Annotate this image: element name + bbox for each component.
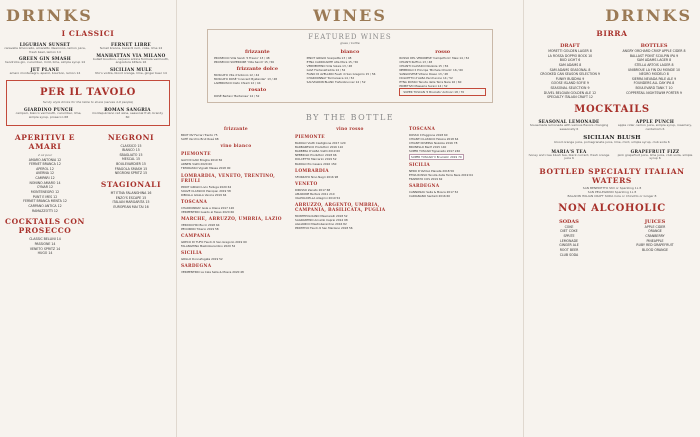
prosecco-title: COCKTAILS CON PROSECCO [5, 217, 85, 236]
wine-item: RIPASSO Zenato 2017 68 [295, 187, 331, 192]
mocktail-item [614, 119, 696, 131]
wine-item: SAGRANTINO Arnaldo Caprai 2014 98 [295, 217, 348, 222]
wine-item: VERDICCHIO Bucci 2018 64 [181, 222, 220, 227]
wine-item: ROSSO DEL VERONESE 'Campofiorin' Masi 14 / 52 [399, 56, 470, 60]
list-item: DIET COKE [560, 229, 578, 234]
bottle-grid [177, 124, 523, 274]
list-item: SIERRA NEVADA PALE ALE 9 [631, 76, 677, 81]
wine-item: CARIGNANO Santadi 2016 60 [409, 193, 451, 198]
list-item: FUNKY BUDDHA 9 [555, 76, 585, 81]
classici-title: I CLASSICI [61, 29, 115, 38]
mocktail-item [528, 119, 610, 131]
wine-item: CHIANTI Ruffino 13 / 48 [399, 60, 433, 65]
share-name: ROMAN SANGRIA [104, 107, 151, 113]
mocktail-item [528, 149, 610, 161]
mocktail-desc: blood orange juice, pomegranate juice, lime, mint, simple syrup, club soda 6 [554, 140, 670, 145]
mocktail-desc: apple cider, lemon juice, simple syrup, rosemary, cardamom 6 [617, 123, 693, 131]
list-item: COKE [564, 224, 574, 229]
list-item: CLASSICO 15 [120, 143, 142, 148]
cocktail-item [90, 53, 172, 65]
tavolo-grid [7, 105, 169, 121]
wine-item: BAROLO Pio Cesare 2016 150 [295, 161, 337, 166]
list-item: SAN BENEDETTO Still or Sparkling 1L 8 [582, 186, 642, 191]
featured-dolce-title: frizzante dolce [236, 66, 279, 73]
region-title: SICILIA [181, 250, 203, 256]
list-item: SAM ADAMS LAGER 8 [636, 58, 672, 63]
list-item: FERNET BRANCA 12 [29, 162, 61, 167]
list-item: CRANBERRY [645, 233, 665, 238]
featured-col-1 [214, 47, 301, 98]
list-item: CLASSIC BELLINI 14 [29, 237, 61, 242]
birra-title: BIRRA [596, 29, 628, 38]
cocktail-name: SICILIAN MULE [109, 66, 153, 72]
juices-column [614, 216, 696, 257]
wine-item: ROSSO Il Poggione 2018 60 [409, 133, 448, 138]
list-item: NONINO AMARO 14 [29, 180, 61, 185]
wine-item: SUPER TUSCAN Tignanello 2017 240 [409, 149, 461, 154]
list-item: STELLA ARTOIS LAGER 8 [634, 62, 674, 67]
featured-grid [214, 47, 486, 98]
featured-col-2 [307, 47, 394, 98]
list-item: VENETO SPRITZ 14 [29, 246, 61, 251]
wine-item: MONTEPULCIANO Masciarelli 2018 52 [295, 213, 348, 218]
drinks-right-column [524, 0, 700, 437]
negroni-list [90, 144, 172, 176]
list-item: CROOKED CAN SEASON SELECTION 9 [540, 72, 600, 77]
drinks-right-title: DRINKS [605, 6, 692, 25]
wine-item: SANGIOVESE Vitiano Rosso 13 / 48 [399, 72, 448, 77]
cocktail-name: FERNET LIBRE [111, 42, 151, 47]
wine-item: ROSÉ Bertani 'Bertarose' 14 / 52 [214, 94, 260, 99]
mocktails-grid-2 [524, 147, 700, 163]
wine-item: CHIANTI CLASSICO Felsina 2018 64 [409, 137, 459, 142]
wine-item: BRUNELLO Banfi 2015 140 [409, 145, 447, 150]
juices-title: JUICES [644, 218, 666, 225]
list-item: APPLE CIDER [644, 224, 666, 229]
region-title: VENETO [295, 181, 318, 187]
list-item: NEGRO MODELO 8 [639, 72, 669, 77]
featured-note: glass / bottle [340, 41, 360, 45]
list-item: APEROL 12 [36, 166, 54, 171]
wine-item: RIBOLLA GIALLA Venica 2019 64 [181, 192, 227, 197]
list-item: COPPERTAIL NIGHTSWIM PORTER 9 [626, 90, 682, 95]
list-item: GOOSE ISLAND SOFIE 9 [551, 81, 589, 86]
cocktail-desc: bulleit bourbon, carpano antica formula vermouth, angostura bitters 16 [92, 56, 170, 65]
waters-title: BOTTLED SPECIALTY ITALIAN WATERS [539, 167, 685, 186]
mocktail-desc: housemade lemonade with various flavors changing seasonally 6 [529, 123, 609, 131]
classici-grid [0, 40, 176, 77]
classici-right [90, 40, 172, 77]
share-name: GIARDINO PUNCH [24, 107, 73, 113]
bottles-title: BOTTLES [640, 43, 668, 49]
share-item [11, 107, 86, 119]
wine-item: VERMENTINO La Cala Sella & Mosca 2020 48 [181, 269, 244, 274]
wine-item: AMARONE Bertani 2011 210 [295, 191, 335, 196]
wine-item: CHARDONNAY Tormaresca 14 / 52 [306, 76, 355, 81]
list-item: AVERNA 12 [35, 171, 55, 176]
featured-rosso-title: rosso [435, 49, 451, 55]
vino-rosso-title: vino rosso [336, 127, 364, 133]
wine-item: GRECO DI TUFO Feudi di San Gregorio 2019 60 [181, 239, 247, 244]
region-title: LOMBARDIA [295, 168, 329, 174]
tavolo-title: PER IL TAVOLO [40, 87, 136, 99]
bottle-col-2 [295, 124, 405, 274]
wine-item: SFORZATO Nino Negri 2016 98 [295, 174, 339, 179]
wine-item: VERMENTINO Villa Solais 13 / 48 [306, 64, 353, 69]
region-title: SARDEGNA [181, 263, 212, 269]
waters-list [524, 187, 700, 199]
cocktail-desc: hendricks gin, cucumber, mint, lime, simple syrup 14 [4, 60, 86, 65]
list-item: GINGER ALE [559, 243, 579, 248]
featured-note-box: SUPER TUSCAN 'Il Bruciato' Antinori 18 / 70 [399, 88, 486, 96]
mocktail-item [524, 135, 700, 145]
juices-list [614, 225, 696, 253]
list-item: BOULEVARDIER 15 [116, 162, 146, 167]
stagionali-list [90, 191, 172, 210]
aperitivi-title: APERITIVI E AMARI [14, 132, 76, 151]
wine-item: ETNA ROSSO Tenuta delle Terre Nere 2019 64 [409, 172, 473, 177]
nonalc-grid [524, 216, 700, 257]
featured-wines-box [207, 29, 493, 103]
list-item: EUROPEAN MAI TAI 16 [113, 204, 149, 209]
share-desc: campari, bianco vermouth, cucumber, lime, simple syrup, prosecco 68 [15, 111, 82, 119]
aperitivi-section [4, 129, 86, 256]
cocktail-item [90, 42, 172, 51]
nonalc-title: NON ALCOHOLIC [558, 202, 666, 214]
cocktail-name: GREEN GIN SMASH [19, 56, 71, 62]
list-item: SBAGLIATO 15 [119, 152, 143, 157]
list-item: ENZO'S ESCAPE 15 [115, 195, 147, 200]
list-item: CARPANO ANTICA 12 [28, 203, 62, 208]
by-the-bottle-title: BY THE BOTTLE [305, 113, 395, 123]
region-title: ABRUZZO, ARGENTO, UMBRIA, CAMPANIA, BASILICATA, PUGLIA [295, 202, 386, 213]
cocktail-desc: tito's vodka, blood orange, lime, ginger beer 14 [95, 70, 167, 75]
wine-item: MOSCATO Vite d'Antonio 12 / 44 [214, 73, 260, 78]
region-title: SICILIA [409, 162, 431, 168]
wine-item: PINOT GRIGIO Livio Felluga 2020 62 [181, 184, 232, 189]
list-item: ORANGE [648, 229, 662, 234]
region-title: MARCHE, ABRUZZO, UMBRIA, LAZIO [181, 216, 282, 222]
wine-item: GAVI DI GAVI Broglia 2019 56 [181, 158, 223, 163]
beer-grid [524, 40, 700, 100]
list-item: PUNT E MES 12 [32, 194, 58, 199]
cocktail-item [4, 56, 86, 65]
wine-item: PRIMITIVO Feudi di San Marzano 2018 56 [295, 225, 353, 230]
wine-item: CHIANTI RISERVA Nozzole 2016 78 [409, 141, 458, 146]
region-title: TOSCANA [181, 199, 208, 205]
negroni-section [90, 129, 172, 256]
wine-item: GRILLO Donnafugata 2019 52 [181, 256, 223, 261]
sodas-title: SODAS [559, 218, 579, 225]
cocktail-desc: caravella limoncello, amaretto disaronno, lemon juice, fresh basil, lemon 14 [4, 46, 86, 54]
wine-item: CHARDONNAY Isole e Olena 2017 120 [181, 205, 235, 210]
wine-item: NEBBIOLO Il Principe 'Michele Chiarlo' 16 / 60 [399, 68, 463, 73]
bottles-column [614, 40, 694, 100]
wine-item: PINOT GRIGIO Scarpetta 13 / 48 [306, 56, 352, 60]
list-item: SAM ADAMS 8 [558, 62, 582, 67]
wines-title: WINES [313, 6, 387, 25]
draft-list [530, 49, 610, 100]
sodas-column [528, 216, 610, 257]
wine-item: GAVI Fontanafredda 14 / 52 [306, 68, 346, 73]
highlighted-wine: SUPER TUSCAN 'Il Bruciato' 2019 70 [411, 154, 462, 159]
stagionali-title: STAGIONALI [100, 180, 162, 190]
list-item: UNIBROUE LA FIN DU MONDE 10 [627, 67, 681, 72]
list-item: SPRITE [563, 233, 575, 238]
list-item: PASSIONE 14 [34, 241, 56, 246]
mocktail-name: MARIA'S TEA [551, 148, 587, 154]
mocktail-desc: pink grapefruit juice, lime juice, club soda, simple syrup 6 [617, 152, 693, 161]
list-item: CYNAR 12 [37, 185, 53, 190]
list-item: BLOOD ORANGE [642, 247, 668, 252]
list-item: DUVEL BELGIAN GOLDEN ALE 12 [543, 90, 597, 95]
list-item: FOUNDERS ALL DAY IPA 8 [633, 81, 675, 86]
wine-item: BARBERA D'ALBA Vietti 2019 60 [295, 149, 340, 154]
list-item: PINEAPPLE [646, 238, 664, 243]
wine-item: SOAVE CLASSICO Pieropan 2019 58 [181, 188, 231, 193]
region-title: LOMBARDIA, VENETO, TRENTINO, FRIULI [181, 173, 276, 184]
list-item: BIANCO 15 [122, 148, 140, 153]
list-item: BUD LIGHT 6 [559, 58, 581, 63]
region-title: TOSCANA [409, 127, 436, 133]
drinks-left-column [0, 0, 177, 437]
draft-column [530, 40, 610, 100]
cocktail-name: MANHATTAN VIA MILANO [96, 52, 166, 58]
wine-item: CHIANTI CLASSICO Nozzole 15 / 56 [399, 64, 449, 69]
list-item: LA ROSSA DOPPIO BOCK 10 [547, 53, 593, 58]
list-item: FERNET BRANCA MENTA 12 [23, 199, 67, 204]
list-item: MORETTI GOLDEN LAGER 8 [548, 49, 592, 53]
region-title: PIEMONTE [181, 152, 211, 158]
wine-item: FIANO DI AVELLINO Feudi di San Gregorio 15 / 56 [306, 72, 376, 77]
list-item: CAMPARI 12 [35, 176, 55, 181]
wine-item: ETNA ROSSO Tenuta delle Terre Nere 16 / 60 [399, 80, 462, 85]
cocktail-item [4, 42, 86, 54]
draft-title: DRAFT [560, 43, 580, 49]
list-item: FRAGOLA SMASH 15 [114, 166, 148, 171]
mocktail-name: APPLE PUNCH [635, 119, 675, 125]
list-item: ITALIAN MARGARITA 15 [112, 200, 150, 205]
mocktails-title: MOCKTAILS [574, 104, 650, 116]
wines-column [177, 0, 524, 437]
share-item [90, 107, 165, 119]
mocktail-name: SEASONAL LEMONADE [538, 119, 600, 125]
wine-item: FRAPPATO COS 2019 62 [409, 176, 443, 181]
wine-item: BAROLO Vietti Castiglione 2017 120 [295, 141, 346, 146]
list-item: CLUB SODA [559, 252, 579, 257]
cocktail-item [90, 67, 172, 76]
list-item: BALADIN ITALIAN CRAFT SODA Cola or Chinotto or Ginger 8 [567, 193, 657, 198]
cocktail-name: JET PLANE [30, 66, 60, 72]
bottles-list [614, 49, 694, 95]
mocktail-name: SICILIAN BLUSH [583, 135, 641, 142]
mocktail-item [614, 149, 696, 161]
wine-item: PROSECCO Villa Sandi 'Il Fresco' 13 / 48 [214, 56, 270, 60]
list-item: NEGRONI SPRITZ 15 [114, 171, 148, 176]
tavolo-box [6, 80, 170, 125]
wine-item: CANNONAU Sella & Mosca 2017 52 [409, 189, 459, 194]
aperitivi-negroni [0, 129, 176, 256]
list-item: RAMAZZOTTI 12 [32, 208, 58, 213]
wine-item: NERO D'AVOLA Planeta 2018 56 [409, 168, 454, 173]
wine-item: AGLIANICO Mastroberardino 2016 82 [295, 221, 347, 226]
aperitivi-list [4, 158, 86, 214]
negroni-title: NEGRONI [107, 132, 155, 142]
list-item: SAM ADAMS SEASONAL 8 [549, 67, 591, 72]
region-title: PIEMONTE [295, 135, 325, 141]
region-title: SARDEGNA [409, 183, 440, 189]
sodas-list [528, 225, 610, 257]
wine-item: PROSECCO SUPERIORE 'Villa Sandi' 15 / 56 [214, 60, 275, 65]
list-item: LEMONADE [559, 238, 579, 243]
mocktails-grid-1 [524, 117, 700, 133]
wine-item: PECORINO Tiberio 2019 58 [181, 226, 219, 231]
share-desc: montepulciano red wine, seasonal fruit, brandy 60 [92, 111, 163, 119]
list-item: ANGRY ORCHARD CRISP APPLE CIDER 8 [622, 49, 686, 53]
list-item: BALLAST POINT SCULPIN IPA 9 [629, 53, 679, 58]
wine-item: DOLCETTO Marcarini 2019 52 [295, 157, 337, 162]
list-item: SEASONAL SELECTION 9 [550, 86, 590, 91]
wine-item: LAMBRUSCO Cleto Chiarli 12 / 44 [214, 81, 261, 86]
wine-item: BRUT NV Ferrari Trento 75 [181, 133, 218, 138]
classici-left [4, 40, 86, 77]
featured-frizzante-title: frizzante [244, 49, 270, 55]
wine-item: SATÈ Vecchio Brut Rosé 68 [181, 137, 219, 142]
featured-col-3 [399, 47, 486, 98]
list-item: MONTENEGRO 12 [30, 190, 60, 195]
cocktail-name: LIGURIAN SUNSET [19, 42, 71, 47]
list-item: AMARO ANTONIA 12 [28, 157, 62, 162]
bottle-col-3 [409, 124, 519, 274]
wine-item: MOSCATO ROSÉ 'Innocent Bystander' 13 / 48 [214, 77, 278, 82]
wine-item: DOLCETTO d'ALBA Pecchenino 14 / 52 [399, 76, 453, 81]
aperitivi-note: 2 oz pour [37, 152, 53, 157]
bottle-frizzante-title: frizzante [224, 127, 248, 133]
wine-item: VERMENTINO Guado al Tasso 2020 66 [181, 209, 235, 214]
list-item: RUBY RED GRAPEFRUIT [636, 243, 674, 248]
cocktail-desc: amaro montenegro, aperol, bourbon, lemon 14 [9, 70, 81, 75]
region-title: CAMPANIA [181, 233, 211, 239]
cocktail-item [4, 67, 86, 76]
wine-item: SAUVIGNON BLANC Tiefenbrunner 14 / 52 [306, 80, 366, 85]
wine-item: ETNA CARRICANTE Alta Mora 15 / 56 [306, 60, 359, 65]
list-item: SPECIALTY ITALIAN CRAFT 12 [547, 95, 593, 100]
list-item: MT ETNA FALANGHINA 16 [110, 191, 152, 196]
featured-bianco-title: bianco [340, 49, 360, 55]
mocktail-desc: honey and rose blush tea, black currant, fresh orange juice 6 [528, 152, 610, 161]
drinks-left-title: DRINKS [6, 6, 93, 25]
prosecco-list [4, 237, 86, 256]
list-item: ROOT BEER [559, 247, 579, 252]
wine-item: VALPOLICELLA Allegrini 2019 54 [295, 195, 341, 200]
list-item: BOULEVARD TANK 7 10 [635, 86, 673, 91]
bottle-col-1 [181, 124, 291, 274]
list-item: MESCAL 15 [121, 157, 141, 162]
wine-item: BARBARESCO Produttori 2016 110 [295, 145, 344, 150]
wine-item: PRIMITIVO Masseria Surani 14 / 52 [399, 84, 448, 89]
cocktail-desc: fernet branca, bacardi rum, coke, lime 14 [99, 46, 163, 50]
wine-item: ARNEIS Vietti 2020 60 [181, 162, 212, 167]
vino-bianco-title: vino bianco [220, 144, 252, 150]
featured-title: FEATURED WINES [308, 33, 392, 41]
list-item: HUGO 14 [37, 251, 53, 256]
mocktail-name: GRAPEFRUIT FIZZ [630, 148, 680, 154]
list-item: SAN PELLEGRINO Sparkling 1L 8 [587, 189, 637, 194]
featured-rosato-title: rosato [248, 87, 267, 94]
wine-item: TIMORASSO Vigneti Massa 2018 90 [181, 166, 231, 171]
wine-item: FALANGHINA Mastroberardino 2020 52 [181, 243, 236, 248]
tavolo-note: family style drinks for the table to share (serves 4-6 people) [42, 100, 134, 105]
wine-item: NEBBIOLO Produttori 2018 66 [295, 153, 337, 158]
